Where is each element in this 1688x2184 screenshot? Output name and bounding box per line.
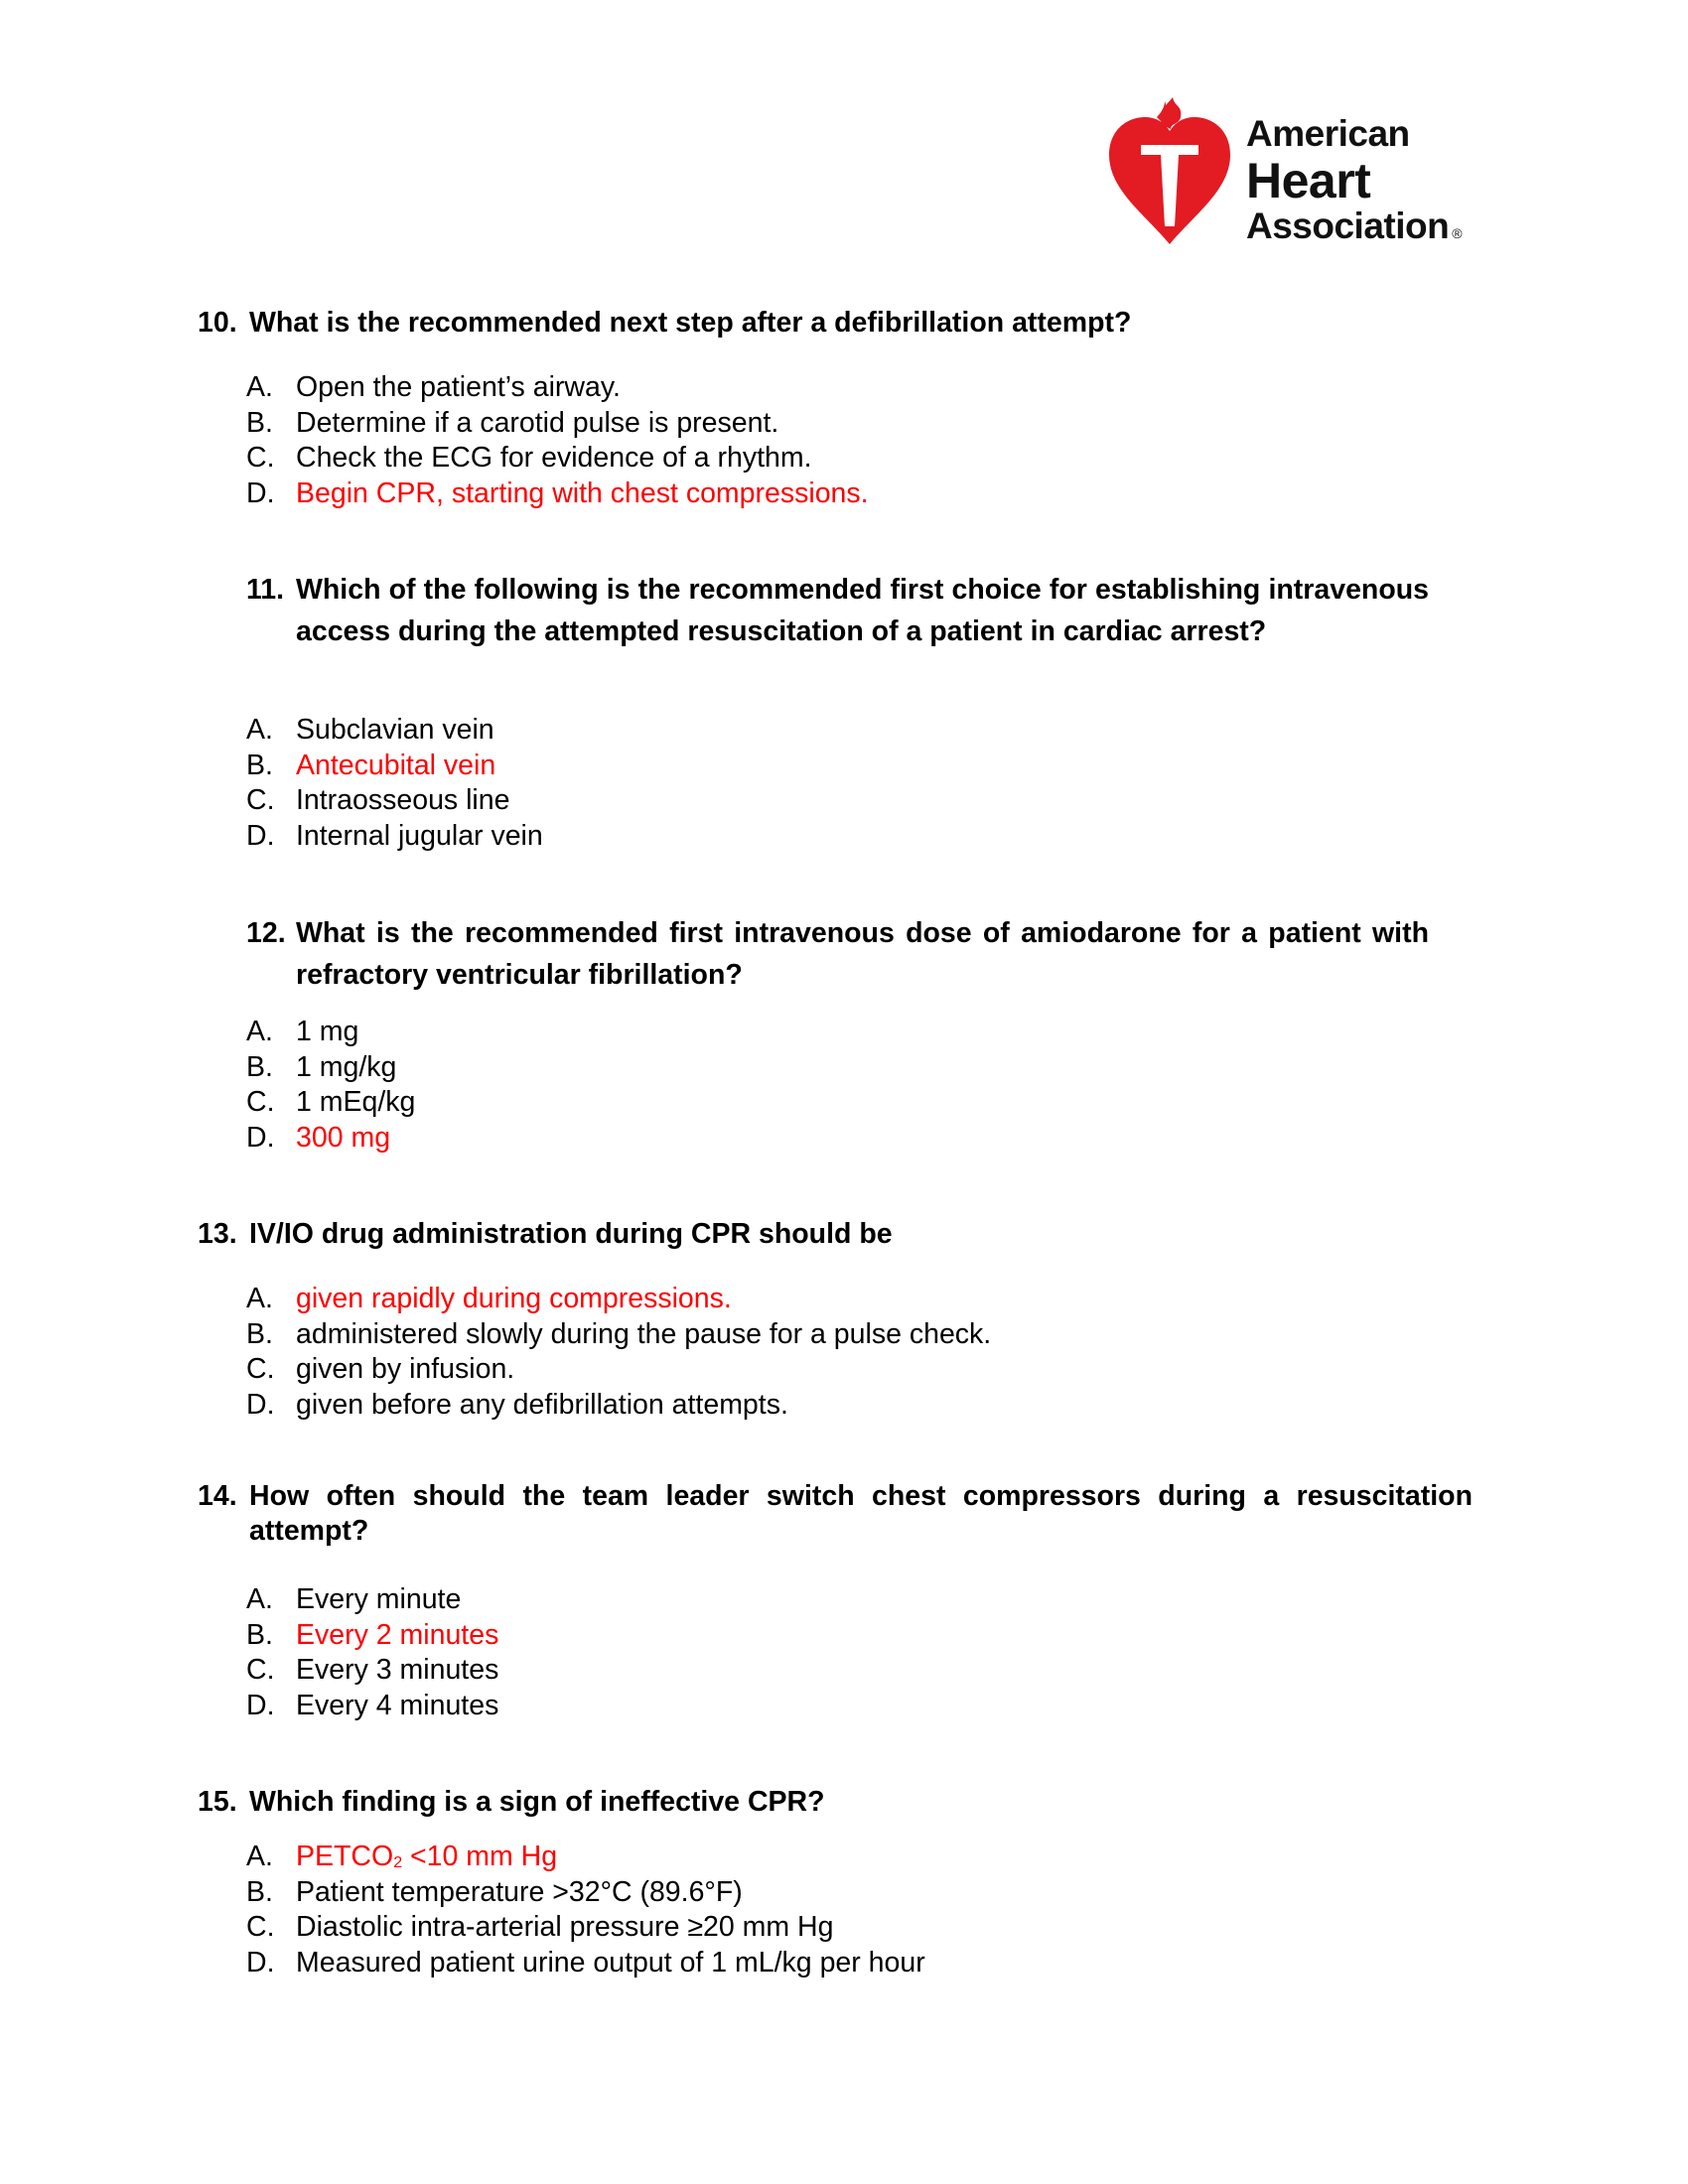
option-text: Open the patient’s airway. (296, 371, 621, 403)
registered-mark: ® (1452, 225, 1463, 241)
logo-wordmark (1246, 115, 1462, 244)
heart-torch-icon (1105, 95, 1234, 249)
question-number: 12. (246, 917, 286, 949)
option-letter: D. (246, 1388, 275, 1421)
question-12 (246, 912, 1429, 996)
logo-line-american: American (1246, 113, 1410, 154)
question-text: Which finding is a sign of ineffective CPR? (249, 1786, 825, 1818)
subscript: 2 (393, 1854, 403, 1871)
question-13 (198, 1213, 1488, 1255)
option-letter: C. (246, 1086, 275, 1118)
question-15 (198, 1781, 1488, 1823)
option-text-correct: Begin CPR, starting with chest compressions. (296, 477, 869, 509)
option-letter: C. (246, 1911, 275, 1943)
option-letter: D. (246, 477, 275, 509)
option-text: Measured patient urine output of 1 mL/kg per hour (296, 1946, 925, 1979)
option-text: administered slowly during the pause for a pulse check. (296, 1317, 992, 1350)
option-text: Every 4 minutes (296, 1689, 499, 1721)
aha-logo (1105, 95, 1482, 254)
option-letter: D. (246, 1689, 275, 1721)
option-letter: B. (246, 749, 273, 781)
option-text-after: <10 mm Hg (402, 1841, 558, 1872)
logo-line-heart: Heart (1246, 153, 1371, 208)
option-text-correct: Antecubital vein (296, 749, 496, 781)
option-letter: C. (246, 442, 275, 474)
option-letter: B. (246, 1050, 273, 1083)
option-text: Subclavian vein (296, 714, 494, 746)
option-text: Intraosseous line (296, 784, 510, 816)
question-11 (246, 569, 1429, 652)
option-letter: B. (246, 1875, 273, 1908)
option-text: Check the ECG for evidence of a rhythm. (296, 442, 812, 474)
option-text-correct: Every 2 minutes (296, 1618, 499, 1651)
option-text-correct: given rapidly during compressions. (296, 1283, 732, 1314)
question-text: What is the recommended next step after a defibrillation attempt? (249, 307, 1132, 339)
question-text: Which of the following is the recommended first choice for establishing intravenous access during the attempted resuscitation of a patient in cardiac arrest? (296, 574, 1429, 647)
question-text: IV/IO drug administration during CPR should be (249, 1218, 893, 1250)
option-letter: A. (246, 371, 273, 403)
question-text: How often should the team leader switch chest compressors during a resuscitation attempt? (249, 1480, 1473, 1547)
option-letter: B. (246, 1317, 273, 1350)
question-text: What is the recommended first intravenous dose of amiodarone for a patient with refractory ventricular fibrillation? (296, 917, 1429, 991)
option-letter: D. (246, 1121, 275, 1154)
question-14 (198, 1479, 1473, 1549)
option-text: Diastolic intra-arterial pressure ≥20 mm Hg (296, 1911, 834, 1943)
option-text: Internal jugular vein (296, 819, 543, 852)
option-letter: D. (246, 819, 275, 852)
logo-association-text: Association (1246, 205, 1450, 246)
option-text-main: PETCO (296, 1841, 394, 1872)
option-text-correct: 300 mg (296, 1121, 391, 1154)
option-letter: A. (246, 1841, 273, 1872)
option-letter: A. (246, 1283, 273, 1314)
option-text: 1 mg/kg (296, 1050, 397, 1083)
option-text: Determine if a carotid pulse is present. (296, 406, 779, 439)
option-text: Every minute (296, 1583, 462, 1615)
option-text: given before any defibrillation attempts. (296, 1388, 788, 1421)
question-number: 14. (198, 1480, 237, 1512)
option-letter: C. (246, 784, 275, 816)
question-number: 11. (246, 574, 285, 606)
question-number: 15. (198, 1786, 237, 1818)
option-letter: A. (246, 714, 273, 746)
option-text: 1 mEq/kg (296, 1086, 416, 1118)
logo-line-association (1246, 207, 1462, 244)
option-letter: D. (246, 1946, 275, 1979)
question-number: 10. (198, 307, 237, 339)
option-letter: B. (246, 1618, 273, 1651)
option-letter: C. (246, 1654, 275, 1686)
option-letter: C. (246, 1353, 275, 1385)
option-text: given by infusion. (296, 1353, 515, 1385)
option-letter: A. (246, 1016, 273, 1047)
question-10 (198, 302, 1488, 343)
option-letter: A. (246, 1583, 273, 1615)
question-number: 13. (198, 1218, 237, 1250)
option-letter: B. (246, 406, 273, 439)
option-text: Patient temperature >32°C (89.6°F) (296, 1875, 743, 1908)
option-text: 1 mg (296, 1016, 359, 1047)
option-text: Every 3 minutes (296, 1654, 499, 1686)
